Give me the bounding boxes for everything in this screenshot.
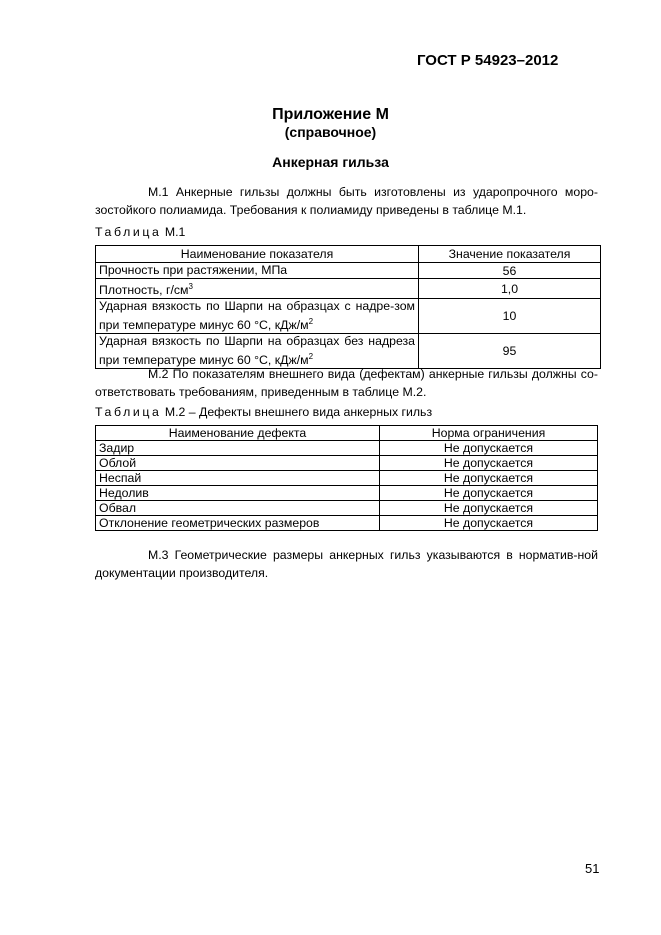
table-row <box>96 486 598 501</box>
indicator-value: 95 <box>419 334 601 369</box>
table1-caption <box>95 225 185 239</box>
appendix-heading: Анкерная гильза <box>272 154 389 170</box>
table1-caption-word: Таблица <box>95 225 162 239</box>
appendix-title: Приложение М <box>272 106 389 123</box>
defect-norm: Не допускается <box>380 501 598 516</box>
defect-name: Отклонение геометрических размеров <box>96 516 380 531</box>
defect-name: Недолив <box>96 486 380 501</box>
appendix-status: (справочное) <box>284 124 377 140</box>
defect-name: Облой <box>96 456 380 471</box>
indicator-value: 10 <box>419 299 601 334</box>
table2-caption-text: М.2 – Дефекты внешнего вида анкерных гильз <box>164 405 433 419</box>
defect-norm: Не допускается <box>380 516 598 531</box>
column-header-defect: Наименование дефекта <box>96 426 380 441</box>
column-header-value: Значение показателя <box>419 246 601 263</box>
table-row <box>96 456 598 471</box>
defect-name: Задир <box>96 441 380 456</box>
table-row <box>96 441 598 456</box>
table-m1 <box>95 245 601 369</box>
table2-caption-word: Таблица <box>95 405 162 419</box>
indicator-name: Ударная вязкость по Шарпи на образцах без надреза при температуре минус 60 °С, кДж/$м^2$ <box>96 334 419 369</box>
column-header-name: Наименование показателя <box>96 246 419 263</box>
table-header-row <box>96 246 601 263</box>
indicator-name: Ударная вязкость по Шарпи на образцах с надре-зом при температуре минус 60 °С, кДж/$м^2$ <box>96 299 419 334</box>
indicator-value: 56 <box>419 263 601 279</box>
defect-norm: Не допускается <box>380 486 598 501</box>
indicator-value: 1,0 <box>419 279 601 299</box>
defect-norm: Не допускается <box>380 471 598 486</box>
indicator-name: Плотность, $г/см^3$ <box>96 279 419 299</box>
table-m2 <box>95 425 598 531</box>
table-row <box>96 299 601 334</box>
table-row <box>96 516 598 531</box>
standard-number: ГОСТ Р 54923–2012 <box>417 52 559 69</box>
table-row <box>96 334 601 369</box>
table-row <box>96 501 598 516</box>
defect-name: Обвал <box>96 501 380 516</box>
table-row <box>96 471 598 486</box>
table-header-row <box>96 426 598 441</box>
defect-norm: Не допускается <box>380 456 598 471</box>
table2-caption <box>95 405 432 419</box>
paragraph-m1: М.1 Анкерные гильзы должны быть изготовлены из ударопрочного моро-зостойкого полиамида. Требования к полиамиду приведены в таблице М.1. <box>95 185 598 217</box>
page-number: 51 <box>585 861 600 876</box>
table-row <box>96 263 601 279</box>
defect-name: Неспай <box>96 471 380 486</box>
indicator-name: Прочность при растяжении, МПа <box>96 263 419 279</box>
table-row <box>96 279 601 299</box>
table1-caption-id: М.1 <box>164 225 186 239</box>
paragraph-m2: М.2 По показателям внешнего вида (дефектам) анкерные гильзы должны со-ответствовать требованиям, приведенным в таблице М.2. <box>95 367 598 399</box>
column-header-norm: Норма ограничения <box>380 426 598 441</box>
defect-norm: Не допускается <box>380 441 598 456</box>
paragraph-m3: М.3 Геометрические размеры анкерных гильз указываются в норматив-ной документации производителя. <box>95 548 598 580</box>
